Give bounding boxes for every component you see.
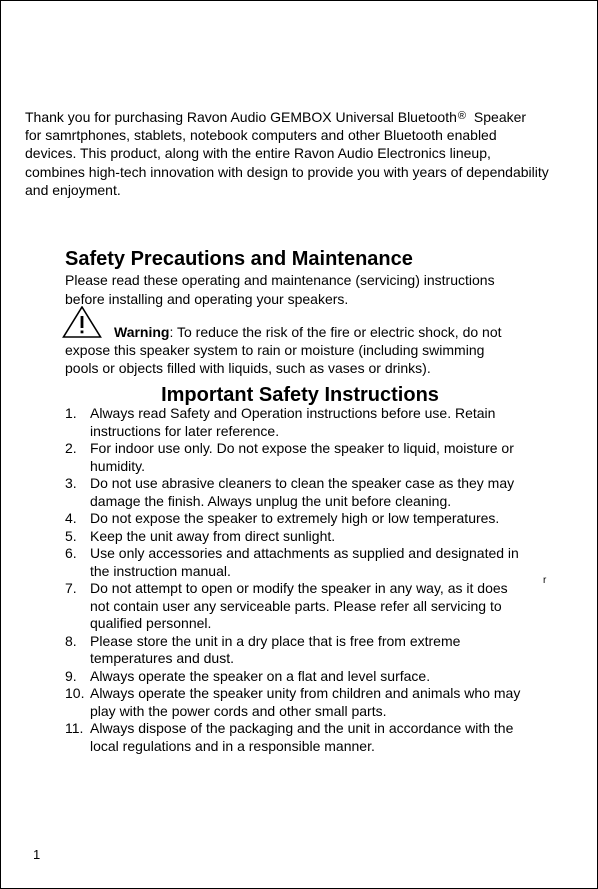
- list-item-line: humidity.: [90, 457, 145, 474]
- list-item-line: Always operate the speaker unity from children and animals who may: [90, 685, 521, 701]
- intro-line-3: devices. This product, along with the entire Ravon Audio Electronics lineup,: [25, 145, 491, 162]
- list-item: [65, 528, 520, 546]
- list-item-number: 9.: [65, 667, 77, 684]
- list-item-line: Do not attempt to open or modify the speaker in any way, as it does: [90, 580, 508, 596]
- list-item-line: Always dispose of the packaging and the unit in accordance with the: [90, 720, 514, 736]
- intro-line-1-text: Thank you for purchasing Ravon Audio GEMBOX Universal Bluetooth: [25, 109, 457, 125]
- safety-intro-line-2: before installing and operating your speakers.: [65, 291, 349, 307]
- instructions-list: [65, 405, 520, 755]
- list-item-line: Always read Safety and Operation instructions before use. Retain: [90, 405, 496, 421]
- warning-line-2: expose this speaker system to rain or moisture (including swimming: [65, 342, 485, 358]
- list-item-line: damage the finish. Always unplug the unit before cleaning.: [90, 492, 452, 509]
- list-item-line: Please store the unit in a dry place that is free from extreme: [90, 632, 461, 649]
- page-number: 1: [33, 847, 41, 862]
- safety-intro: [65, 271, 495, 309]
- warning-line-1-text: : To reduce the risk of the fire or electric shock, do not: [169, 324, 502, 340]
- list-item-number: 4.: [65, 510, 77, 526]
- list-item-line: temperatures and dust.: [90, 650, 234, 666]
- list-item-number: 5.: [65, 527, 77, 544]
- intro-paragraph: [25, 107, 585, 199]
- safety-title: Safety Precautions and Maintenance: [65, 248, 413, 270]
- list-item-line: Do not use abrasive cleaners to clean the speaker case as they may: [90, 475, 515, 491]
- intro-line-4: combines high-tech innovation with design to provide you with years of dependability: [25, 163, 549, 180]
- intro-line-1: [25, 107, 585, 126]
- list-item: [65, 440, 520, 475]
- list-item-line: play with the power cords and other small parts.: [90, 702, 387, 719]
- list-item-number: 3.: [65, 475, 77, 491]
- list-item-line: instructions for later reference.: [90, 422, 280, 439]
- intro-line-1-end: Speaker: [473, 109, 527, 125]
- list-item-number: 2.: [65, 440, 77, 456]
- list-item: [65, 580, 520, 633]
- list-item-line: Keep the unit away from direct sunlight.: [90, 527, 336, 544]
- list-item-number: 11.: [65, 720, 84, 736]
- stray-mark: r: [543, 575, 547, 586]
- list-item: [65, 685, 520, 720]
- list-item-number: 6.: [65, 545, 77, 561]
- registered-mark: ®: [457, 110, 467, 122]
- list-item: [65, 475, 520, 510]
- warning-line-3: pools or objects filled with liquids, such as vases or drinks).: [65, 360, 431, 376]
- list-item-line: Always operate the speaker on a flat and level surface.: [90, 667, 431, 684]
- warning-paragraph: [65, 323, 502, 377]
- list-item: [65, 668, 520, 686]
- list-item-number: 1.: [65, 405, 77, 421]
- list-item: [65, 405, 520, 440]
- list-item-line: qualified personnel.: [90, 615, 212, 631]
- list-item-line: the instruction manual.: [90, 562, 231, 579]
- list-item: [65, 633, 520, 668]
- safety-intro-line-1: Please read these operating and maintenance (servicing) instructions: [65, 272, 495, 288]
- list-item: [65, 510, 520, 528]
- list-item: [65, 545, 520, 580]
- intro-line-2: for samrtphones, stablets, notebook computers and other Bluetooth enabled: [25, 127, 497, 144]
- list-item-line: Use only accessories and attachments as supplied and designated in: [90, 545, 519, 561]
- list-item-line: not contain user any serviceable parts. Please refer all servicing to: [90, 597, 502, 614]
- list-item-line: local regulations and in a responsible manner.: [90, 737, 375, 754]
- list-item-number: 7.: [65, 580, 77, 596]
- important-safety-title: Important Safety Instructions: [161, 384, 439, 406]
- list-item-number: 10.: [65, 685, 85, 701]
- list-item-line: Do not expose the speaker to extremely high or low temperatures.: [90, 510, 500, 526]
- list-item-number: 8.: [65, 632, 77, 649]
- warning-line-1: [65, 323, 502, 341]
- list-item: [65, 720, 520, 755]
- intro-line-5: and enjoyment.: [25, 181, 121, 198]
- warning-label: Warning: [114, 324, 170, 340]
- list-item-line: For indoor use only. Do not expose the speaker to liquid, moisture or: [90, 440, 514, 456]
